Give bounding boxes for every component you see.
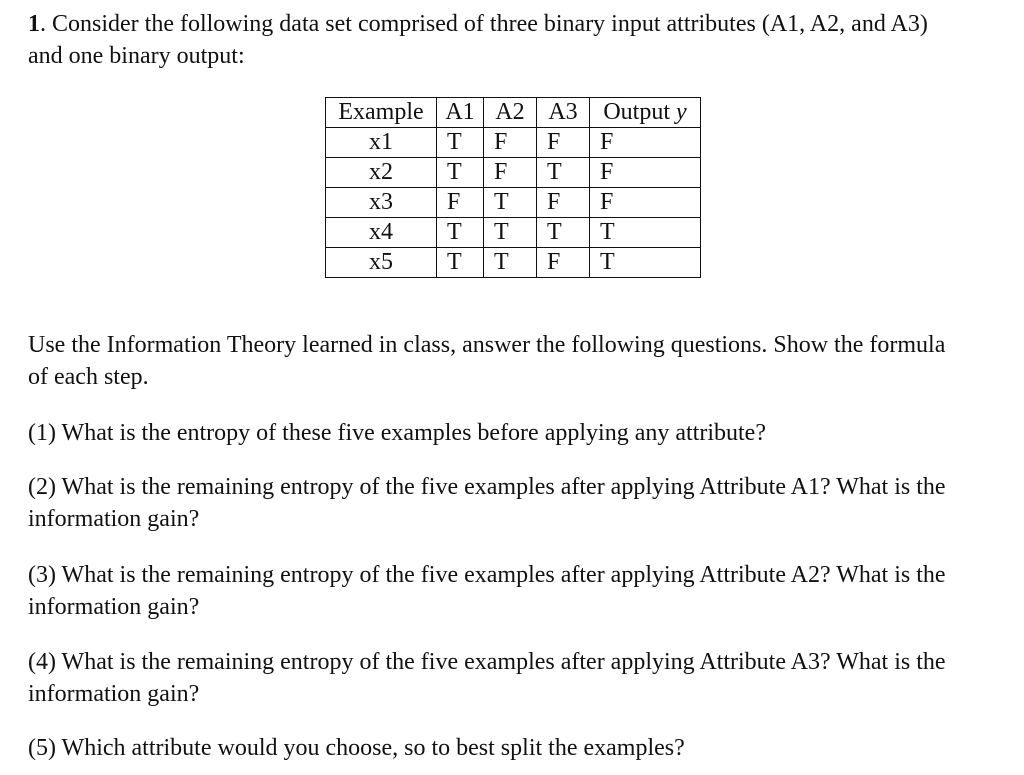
cell-output: T bbox=[590, 218, 701, 248]
header-a3: A3 bbox=[537, 98, 590, 128]
header-a1: A1 bbox=[437, 98, 484, 128]
dataset-table bbox=[325, 97, 701, 278]
cell-a2: T bbox=[484, 218, 537, 248]
table-row bbox=[326, 128, 701, 158]
cell-example: x5 bbox=[326, 248, 437, 278]
instructions-paragraph bbox=[28, 329, 1008, 393]
cell-example: x4 bbox=[326, 218, 437, 248]
subquestion-4-line1: (4) What is the remaining entropy of the five examples after applying Attribute A3? What is the bbox=[28, 649, 946, 675]
cell-output: F bbox=[590, 128, 701, 158]
cell-example: x2 bbox=[326, 158, 437, 188]
cell-a3: F bbox=[537, 188, 590, 218]
instructions-line2: of each step. bbox=[28, 364, 149, 390]
cell-output: F bbox=[590, 188, 701, 218]
cell-a1: T bbox=[437, 128, 484, 158]
cell-a1: T bbox=[437, 158, 484, 188]
instructions-line1: Use the Information Theory learned in class, answer the following questions. Show the formula bbox=[28, 332, 946, 358]
cell-a2: T bbox=[484, 188, 537, 218]
subquestion-5-text: (5) Which attribute would you choose, so to best split the examples? bbox=[28, 735, 685, 761]
header-a2: A2 bbox=[484, 98, 537, 128]
question-intro-line2: and one binary output: bbox=[28, 43, 245, 69]
table-header-row bbox=[326, 98, 701, 128]
cell-output: T bbox=[590, 248, 701, 278]
header-example: Example bbox=[326, 98, 437, 128]
subquestion-2-line1: (2) What is the remaining entropy of the five examples after applying Attribute A1? What is the bbox=[28, 474, 946, 500]
cell-a1: F bbox=[437, 188, 484, 218]
subquestion-3 bbox=[28, 559, 1008, 623]
header-output-label: Output bbox=[603, 99, 670, 125]
subquestion-4 bbox=[28, 646, 1008, 710]
subquestion-2-line2: information gain? bbox=[28, 506, 200, 532]
subquestion-3-line1: (3) What is the remaining entropy of the five examples after applying Attribute A2? What is the bbox=[28, 562, 946, 588]
subquestion-5 bbox=[28, 732, 1008, 764]
cell-a1: T bbox=[437, 218, 484, 248]
cell-a2: F bbox=[484, 128, 537, 158]
cell-a3: T bbox=[537, 218, 590, 248]
subquestion-2 bbox=[28, 471, 1008, 535]
question-number: 1 bbox=[28, 11, 40, 37]
cell-a1: T bbox=[437, 248, 484, 278]
cell-example: x3 bbox=[326, 188, 437, 218]
header-output bbox=[590, 98, 701, 128]
table-row bbox=[326, 248, 701, 278]
question-intro bbox=[28, 8, 1008, 72]
cell-a3: F bbox=[537, 248, 590, 278]
cell-example: x1 bbox=[326, 128, 437, 158]
table-row bbox=[326, 188, 701, 218]
table-row bbox=[326, 218, 701, 248]
cell-a2: F bbox=[484, 158, 537, 188]
header-output-variable: y bbox=[676, 99, 687, 125]
cell-a2: T bbox=[484, 248, 537, 278]
subquestion-1-text: (1) What is the entropy of these five examples before applying any attribute? bbox=[28, 420, 766, 446]
subquestion-3-line2: information gain? bbox=[28, 594, 200, 620]
subquestion-1 bbox=[28, 417, 1008, 449]
question-intro-line1: . Consider the following data set comprised of three binary input attributes (A1, A2, and A3) bbox=[40, 11, 928, 37]
subquestion-4-line2: information gain? bbox=[28, 681, 200, 707]
table-row bbox=[326, 158, 701, 188]
cell-a3: F bbox=[537, 128, 590, 158]
cell-output: F bbox=[590, 158, 701, 188]
cell-a3: T bbox=[537, 158, 590, 188]
